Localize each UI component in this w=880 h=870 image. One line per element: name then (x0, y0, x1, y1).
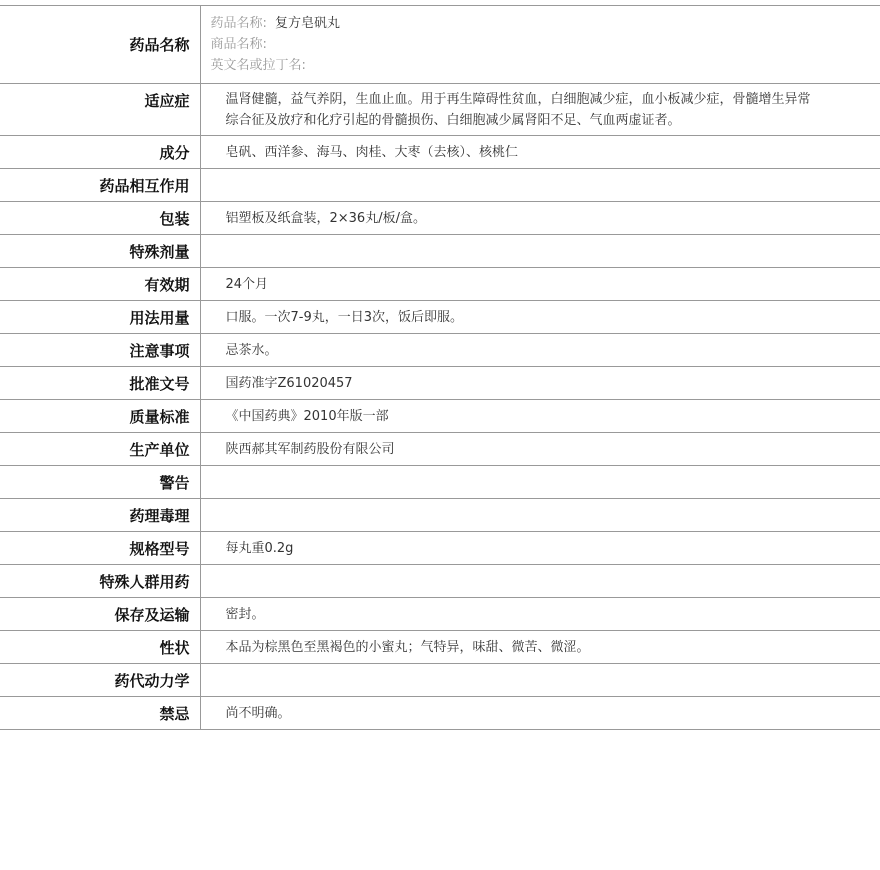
manufacturer-label: 生产单位 (0, 433, 200, 466)
ingredients-value: 皂矾、西洋参、海马、肉桂、大枣（去核）、核桃仁 (200, 136, 880, 169)
spec-row-special-dosage (0, 235, 880, 268)
drug-name-row (0, 6, 880, 84)
pharmacology-label: 药理毒理 (0, 499, 200, 532)
spec-row-interactions (0, 169, 880, 202)
drug-spec-table (0, 5, 880, 730)
interactions-value (200, 169, 880, 202)
indications-value: 温肾健髓，益气养阴，生血止血。用于再生障碍性贫血，白细胞减少症，血小板减少症，骨髓增生异常综合征及放疗和化疗引起的骨髓损伤、白细胞减少属肾阳不足、气血两虚证者。 (200, 84, 880, 136)
quality-standard-value: 《中国药典》2010年版一部 (200, 400, 880, 433)
spec-row-pharmacology (0, 499, 880, 532)
generic-name-label: 药品名称: (210, 16, 267, 31)
packaging-label: 包装 (0, 202, 200, 235)
approval-number-label: 批准文号 (0, 367, 200, 400)
specification-value: 每丸重0.2g (200, 532, 880, 565)
trade-name-line (211, 34, 821, 55)
drug-name-details (200, 6, 880, 84)
spec-row-packaging (0, 202, 880, 235)
english-name-label: 英文名或拉丁名: (210, 58, 306, 73)
dosage-value: 口服。一次7-9丸，一日3次，饭后即服。 (200, 301, 880, 334)
spec-row-ingredients (0, 136, 880, 169)
packaging-value: 铝塑板及纸盒装，2×36丸/板/盒。 (200, 202, 880, 235)
manufacturer-value: 陕西郝其军制药股份有限公司 (200, 433, 880, 466)
generic-name-value: 复方皂矾丸 (275, 16, 341, 31)
pharmacology-value (200, 499, 880, 532)
spec-row-indications (0, 84, 880, 136)
description-value: 本品为棕黑色至黑褐色的小蜜丸；气特异，味甜、微苦、微涩。 (200, 631, 880, 664)
contraindications-label: 禁忌 (0, 697, 200, 730)
precautions-label: 注意事项 (0, 334, 200, 367)
special-dosage-value (200, 235, 880, 268)
warning-label: 警告 (0, 466, 200, 499)
spec-row-quality-standard (0, 400, 880, 433)
drug-name-label: 药品名称 (0, 6, 200, 84)
shelf-life-value: 24个月 (200, 268, 880, 301)
storage-label: 保存及运输 (0, 598, 200, 631)
spec-row-approval-number (0, 367, 880, 400)
interactions-label: 药品相互作用 (0, 169, 200, 202)
quality-standard-label: 质量标准 (0, 400, 200, 433)
spec-row-description (0, 631, 880, 664)
trade-name-label: 商品名称: (210, 37, 267, 52)
spec-row-pharmacokinetics (0, 664, 880, 697)
english-name-line (211, 55, 821, 76)
pharmacokinetics-label: 药代动力学 (0, 664, 200, 697)
specification-label: 规格型号 (0, 532, 200, 565)
shelf-life-label: 有效期 (0, 268, 200, 301)
description-label: 性状 (0, 631, 200, 664)
spec-row-warning (0, 466, 880, 499)
spec-row-precautions (0, 334, 880, 367)
spec-row-shelf-life (0, 268, 880, 301)
spec-row-contraindications (0, 697, 880, 730)
dosage-label: 用法用量 (0, 301, 200, 334)
spec-row-manufacturer (0, 433, 880, 466)
special-populations-label: 特殊人群用药 (0, 565, 200, 598)
precautions-value: 忌茶水。 (200, 334, 880, 367)
storage-value: 密封。 (200, 598, 880, 631)
generic-name-line (211, 13, 821, 34)
spec-row-storage (0, 598, 880, 631)
contraindications-value: 尚不明确。 (200, 697, 880, 730)
warning-value (200, 466, 880, 499)
pharmacokinetics-value (200, 664, 880, 697)
special-dosage-label: 特殊剂量 (0, 235, 200, 268)
spec-row-special-populations (0, 565, 880, 598)
spec-row-dosage (0, 301, 880, 334)
ingredients-label: 成分 (0, 136, 200, 169)
spec-row-specification (0, 532, 880, 565)
approval-number-value: 国药准字Z61020457 (200, 367, 880, 400)
indications-label: 适应症 (0, 84, 200, 136)
special-populations-value (200, 565, 880, 598)
